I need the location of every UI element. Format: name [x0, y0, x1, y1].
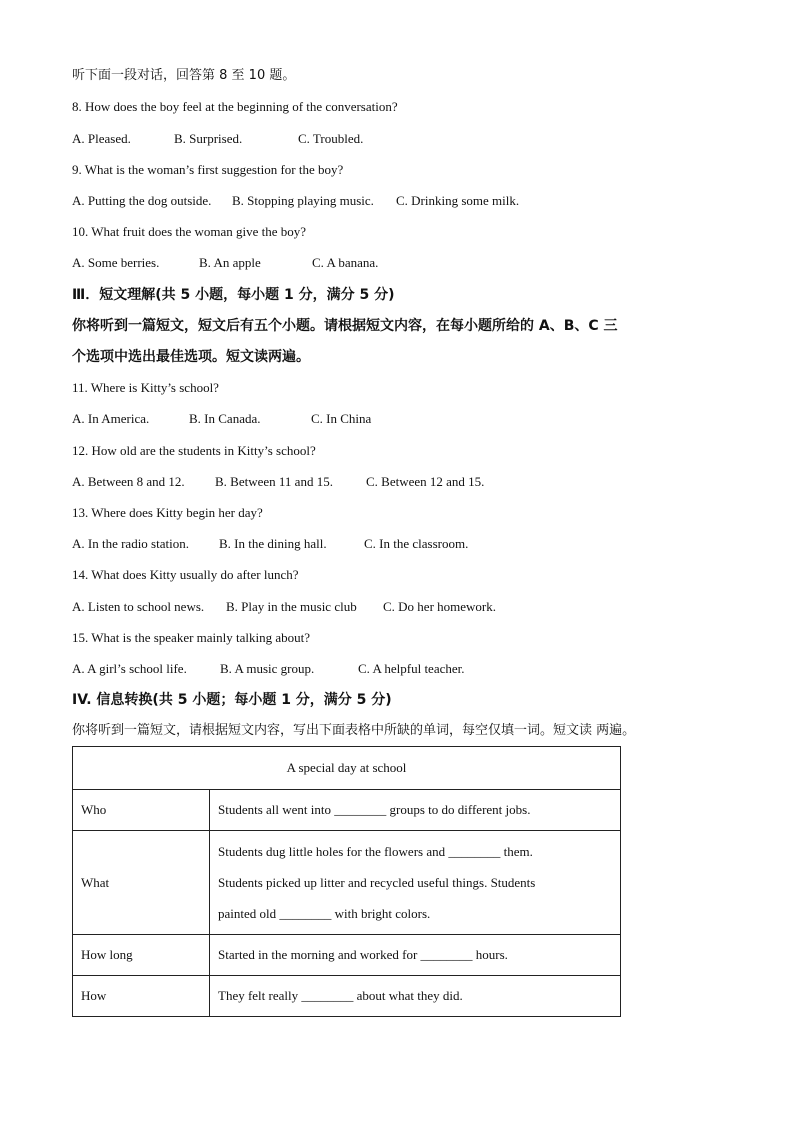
option-12c: C. Between 12 and 15. — [366, 474, 485, 489]
option-8a: A. Pleased. — [72, 131, 131, 146]
option-15a: A. A girl’s school life. — [72, 661, 187, 676]
section-4-heading: IV. 信息转换(共 5 小题；每小题 1 分，满分 5 分) — [72, 692, 392, 708]
what-line-2: Students picked up litter and recycled useful things. Students — [218, 875, 536, 890]
question-12: 12. How old are the students in Kitty’s school? — [72, 443, 316, 458]
option-13b: B. In the dining hall. — [219, 536, 327, 551]
question-8: 8. How does the boy feel at the beginning of the conversation? — [72, 99, 398, 114]
what-line-3: painted old ________ with bright colors. — [218, 906, 431, 921]
what-line-1: Students dug little holes for the flowers and ________ them. — [218, 844, 533, 859]
option-12b: B. Between 11 and 15. — [215, 474, 333, 489]
info-table — [72, 746, 621, 1017]
table-row — [73, 831, 621, 935]
option-14c: C. Do her homework. — [383, 599, 497, 614]
section-4-instruction: 你将听到一篇短文，请根据短文内容，写出下面表格中所缺的单词，每空仅填一词。短文读 两遍。 — [72, 723, 636, 738]
option-14b: B. Play in the music club — [226, 599, 357, 614]
option-8c: C. Troubled. — [298, 131, 364, 146]
table-row — [73, 935, 621, 976]
option-9b: B. Stopping playing music. — [232, 193, 374, 208]
section-3-instruction-line2: 个选项中选出最佳选项。短文读两遍。 — [72, 349, 310, 365]
question-9: 9. What is the woman’s first suggestion for the boy? — [72, 162, 344, 177]
option-11c: C. In China — [311, 411, 372, 426]
options-13 — [72, 536, 468, 552]
table-row — [73, 976, 621, 1017]
intro-text: 听下面一段对话，回答第 8 至 10 题。 — [72, 68, 296, 83]
option-15b: B. A music group. — [220, 661, 315, 676]
row-label-who: Who — [73, 790, 210, 831]
question-15: 15. What is the speaker mainly talking about? — [72, 630, 311, 645]
option-10b: B. An apple — [199, 255, 261, 270]
table-title: A special day at school — [73, 747, 621, 790]
options-12 — [72, 474, 484, 490]
options-14 — [72, 599, 496, 615]
table-row — [73, 790, 621, 831]
option-9a: A. Putting the dog outside. — [72, 193, 212, 208]
options-8 — [72, 131, 363, 147]
row-label-how: How — [73, 976, 210, 1017]
options-11 — [72, 411, 371, 427]
row-content-how-long: Started in the morning and worked for ________ hours. — [210, 935, 621, 976]
row-label-what: What — [73, 831, 210, 935]
section-3-instruction-line1: 你将听到一篇短文，短文后有五个小题。请根据短文内容，在每小题所给的 A、B、C 三 — [72, 318, 618, 334]
question-10: 10. What fruit does the woman give the boy? — [72, 224, 307, 239]
option-10c: C. A banana. — [312, 255, 379, 270]
option-13c: C. In the classroom. — [364, 536, 469, 551]
question-13: 13. Where does Kitty begin her day? — [72, 505, 263, 520]
question-14: 14. What does Kitty usually do after lunch? — [72, 567, 299, 582]
row-content-who: Students all went into ________ groups to do different jobs. — [210, 790, 621, 831]
row-label-how-long: How long — [73, 935, 210, 976]
row-content-how: They felt really ________ about what they did. — [210, 976, 621, 1017]
option-12a: A. Between 8 and 12. — [72, 474, 185, 489]
section-3-heading: Ⅲ．短文理解(共 5 小题，每小题 1 分，满分 5 分) — [72, 287, 395, 303]
row-content-what — [210, 831, 621, 935]
option-14a: A. Listen to school news. — [72, 599, 205, 614]
option-10a: A. Some berries. — [72, 255, 160, 270]
option-9c: C. Drinking some milk. — [396, 193, 520, 208]
option-13a: A. In the radio station. — [72, 536, 189, 551]
option-11a: A. In America. — [72, 411, 150, 426]
options-9 — [72, 193, 519, 209]
question-11: 11. Where is Kitty’s school? — [72, 380, 219, 395]
option-8b: B. Surprised. — [174, 131, 243, 146]
option-11b: B. In Canada. — [189, 411, 261, 426]
options-10 — [72, 255, 378, 271]
option-15c: C. A helpful teacher. — [358, 661, 465, 676]
options-15 — [72, 661, 465, 677]
